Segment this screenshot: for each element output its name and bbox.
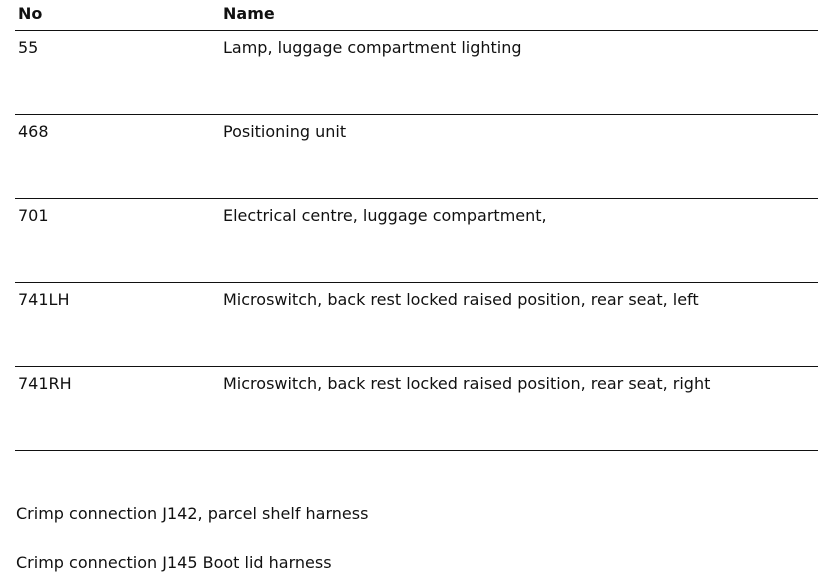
cell-no: 468 [18,122,49,141]
table-row [0,206,832,228]
cell-no: 701 [18,206,49,225]
row-divider [15,114,818,115]
table-header [0,4,832,26]
cell-no: 741RH [18,374,72,393]
table-row [0,122,832,144]
cell-name: Microswitch, back rest locked raised position, rear seat, right [223,374,711,393]
crimp-connection-note: Crimp connection J145 Boot lid harness [16,553,332,572]
cell-name: Positioning unit [223,122,347,141]
column-header-name: Name [223,4,275,23]
table-row [0,290,832,312]
cell-name: Electrical centre, luggage compartment, [223,206,547,225]
table-bottom-divider [15,450,818,451]
cell-no: 741LH [18,290,70,309]
cell-name: Lamp, luggage compartment lighting [223,38,522,57]
column-header-no: No [18,4,43,23]
header-divider [15,30,818,31]
row-divider [15,282,818,283]
table-row [0,374,832,396]
row-divider [15,366,818,367]
table-row [0,38,832,60]
row-divider [15,198,818,199]
crimp-connection-note: Crimp connection J142, parcel shelf harness [16,504,369,523]
cell-no: 55 [18,38,39,57]
cell-name: Microswitch, back rest locked raised position, rear seat, left [223,290,699,309]
